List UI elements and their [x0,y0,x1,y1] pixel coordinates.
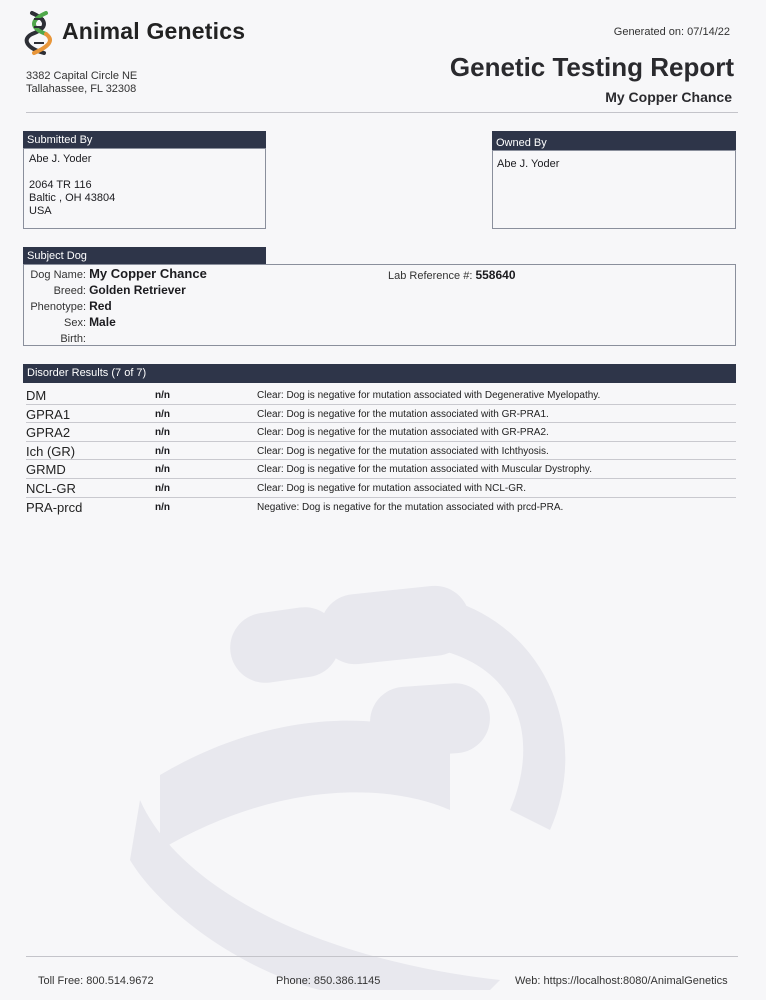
breed-row [24,283,735,299]
genotype: n/n [155,482,170,494]
address-line-1: 3382 Capital Circle NE [26,70,138,82]
phenotype-value: Red [89,299,112,313]
result-description: Clear: Dog is negative for the mutation associated with GR-PRA2. [257,427,549,439]
address-line-2: Tallahassee, FL 32308 [26,83,137,95]
genotype: n/n [155,390,170,401]
sex-row [24,315,735,331]
disorder-results-table [26,386,736,516]
result-description: Negative: Dog is negative for the mutation associated with prcd-PRA. [257,501,564,513]
genotype: n/n [155,427,170,439]
birth-label: Birth: [60,333,86,345]
dog-name-label: Dog Name: [30,269,86,281]
table-row [26,405,736,424]
genotype: n/n [155,501,170,513]
sex-value: Male [89,315,116,329]
result-description: Clear: Dog is negative for mutation associated with Degenerative Myelopathy. [257,390,601,401]
phone-number: Phone: 850.386.1145 [276,975,381,987]
sex-label: Sex: [63,317,86,329]
result-description: Clear: Dog is negative for the mutation associated with Muscular Dystrophy. [257,464,592,476]
company-address [26,70,137,96]
phenotype-label: Phenotype: [30,301,86,313]
dna-helix-watermark-icon [120,560,640,990]
dna-helix-icon [24,10,54,56]
generated-date [614,26,730,38]
genotype: n/n [155,408,170,420]
disorder-results-heading: Disorder Results (7 of 7) [23,364,736,383]
generated-label: Generated on: [613,26,685,38]
disorder-code: GPRA1 [26,406,71,422]
disorder-code: GPRA2 [26,425,71,441]
lab-reference-label: Lab Reference #: [388,270,473,282]
lab-reference [388,268,516,282]
submitted-by-heading: Submitted By [23,131,266,149]
disorder-code: Ich (GR) [26,443,76,459]
subject-dog-heading: Subject Dog [23,247,266,265]
subject-dog-box [23,264,736,346]
report-title: Genetic Testing Report [449,52,734,82]
table-row [26,460,736,479]
submitter-city: Baltic , OH 43804 [29,192,116,204]
web-address: Web: https://localhost:8080/AnimalGenetics [515,975,728,987]
dog-name-row [24,266,735,283]
disorder-code: PRA-prcd [26,499,83,515]
report-subtitle: My Copper Chance [605,89,732,105]
disorder-code: GRMD [26,462,66,478]
owned-by-heading: Owned By [492,131,736,151]
table-row [26,423,736,442]
table-row [26,386,736,405]
breed-label: Breed: [53,285,86,297]
header-divider [26,112,738,113]
result-description: Clear: Dog is negative for mutation associated with NCL-GR. [257,482,527,494]
genotype: n/n [155,445,170,457]
lab-reference-value: 558640 [475,268,516,282]
owner-name: Abe J. Yoder [497,158,560,170]
disorder-code: NCL-GR [26,480,76,496]
toll-free-number: Toll Free: 800.514.9672 [38,975,154,987]
submitted-by-box [23,148,266,229]
submitter-street: 2064 TR 116 [29,179,92,191]
result-description: Clear: Dog is negative for the mutation associated with Ichthyosis. [257,445,549,457]
phenotype-row [24,299,735,315]
breed-value: Golden Retriever [89,283,186,297]
birth-row [24,331,735,347]
submitter-country: USA [29,205,52,217]
table-row [26,479,736,498]
footer-divider [26,956,738,957]
disorder-code: DM [26,388,47,403]
submitter-name: Abe J. Yoder [29,153,92,165]
table-row [26,442,736,461]
table-row [26,498,736,517]
generated-value: 07/14/22 [687,26,730,38]
genotype: n/n [155,464,170,476]
dog-name-value: My Copper Chance [89,266,207,281]
result-description: Clear: Dog is negative for the mutation associated with GR-PRA1. [257,408,549,420]
brand-name: Animal Genetics [62,18,246,44]
owned-by-box [492,150,736,229]
